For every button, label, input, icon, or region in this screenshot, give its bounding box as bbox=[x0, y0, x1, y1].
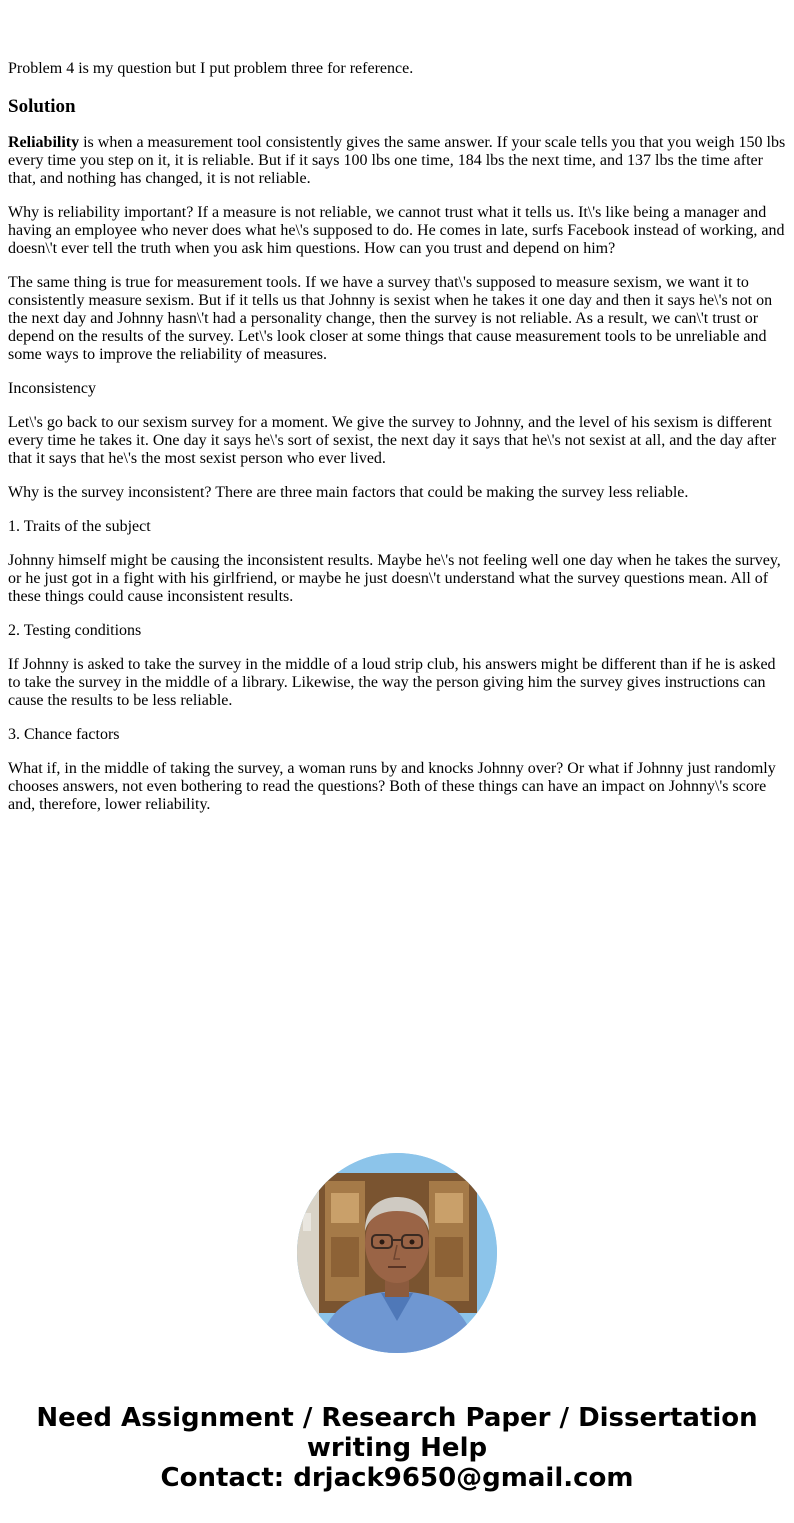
footer-contact-line: Contact: drjack9650@gmail.com bbox=[160, 1463, 634, 1493]
solution-heading: Solution bbox=[8, 96, 76, 117]
paragraph-traits: Johnny himself might be causing the inconsistent results. Maybe he\'s not feeling well one day when he takes the survey, or he just got in a fight with his girlfriend, or maybe he just doesn\'t understand what the survey questions mean. All of these things could cause inconsistent results. bbox=[8, 552, 781, 605]
factor-label-traits: 1. Traits of the subject bbox=[8, 518, 151, 535]
factor-label-chance: 3. Chance factors bbox=[8, 726, 120, 743]
paragraph-chance: What if, in the middle of taking the survey, a woman runs by and knocks Johnny over? Or what if Johnny just randomly chooses answers, not even bothering to read the questions? Both of these things can have an impact on Johnny\'s score and, therefore, lower reliability. bbox=[8, 760, 776, 813]
paragraph-why-inconsistent: Why is the survey inconsistent? There are three main factors that could be making the survey less reliable. bbox=[8, 484, 689, 501]
paragraph-testing-conditions: If Johnny is asked to take the survey in the middle of a loud strip club, his answers might be different than if he is asked to take the survey in the middle of a library. Likewise, the way the person giving him the survey gives instructions can cause the results to be less reliable. bbox=[8, 656, 776, 709]
factor-label-testing-conditions: 2. Testing conditions bbox=[8, 622, 142, 639]
paragraph-reliability-definition bbox=[8, 134, 788, 188]
footer-line-2: writing Help bbox=[306, 1433, 488, 1463]
paragraph-text: is when a measurement tool consistently gives the same answer. If your scale tells you that you weigh 150 lbs every time you step on it, it is reliable. But if it says 100 lbs one time, 184 lbs the next time, and 137 lbs the time after that, and nothing has changed, it is not reliable. bbox=[8, 134, 786, 187]
avatar bbox=[297, 1153, 497, 1353]
intro-text: Problem 4 is my question but I put problem three for reference. bbox=[8, 60, 414, 77]
reliability-term: Reliability bbox=[8, 134, 80, 151]
paragraph-why-reliability: Why is reliability important? If a measure is not reliable, we cannot trust what it tells us. It\'s like being a manager and having an employee who never does what he\'s supposed to do. He comes in late, surfs Facebook instead of working, and doesn\'t ever tell the truth when you ask him questions. How can you trust and depend on him? bbox=[8, 204, 785, 257]
paragraph-sexism-survey: Let\'s go back to our sexism survey for a moment. We give the survey to Johnny, and the level of his sexism is different every time he takes it. One day it says he\'s sort of sexist, the next day it says that he\'s not sexist at all, and the day after that it says that he\'s the most sexist person who ever lived. bbox=[8, 414, 777, 467]
answer-content bbox=[8, 60, 788, 830]
person-photo-icon bbox=[297, 1153, 497, 1353]
section-label-inconsistency: Inconsistency bbox=[8, 380, 96, 397]
paragraph-measurement-tools: The same thing is true for measurement tools. If we have a survey that\'s supposed to measure sexism, we want it to consistently measure sexism. But if it tells us that Johnny is sexist when he takes it one day and then it says he\'s not on the next day and Johnny hasn\'t had a personality change, then the survey is not reliable. As a result, we can\'t trust or depend on the results of the survey. Let\'s look closer at some things that cause measurement tools to be unreliable and some ways to improve the reliability of measures. bbox=[8, 274, 773, 363]
footer-line-1: Need Assignment / Research Paper / Dissertation bbox=[36, 1403, 758, 1433]
footer-contact-banner bbox=[0, 1403, 794, 1493]
